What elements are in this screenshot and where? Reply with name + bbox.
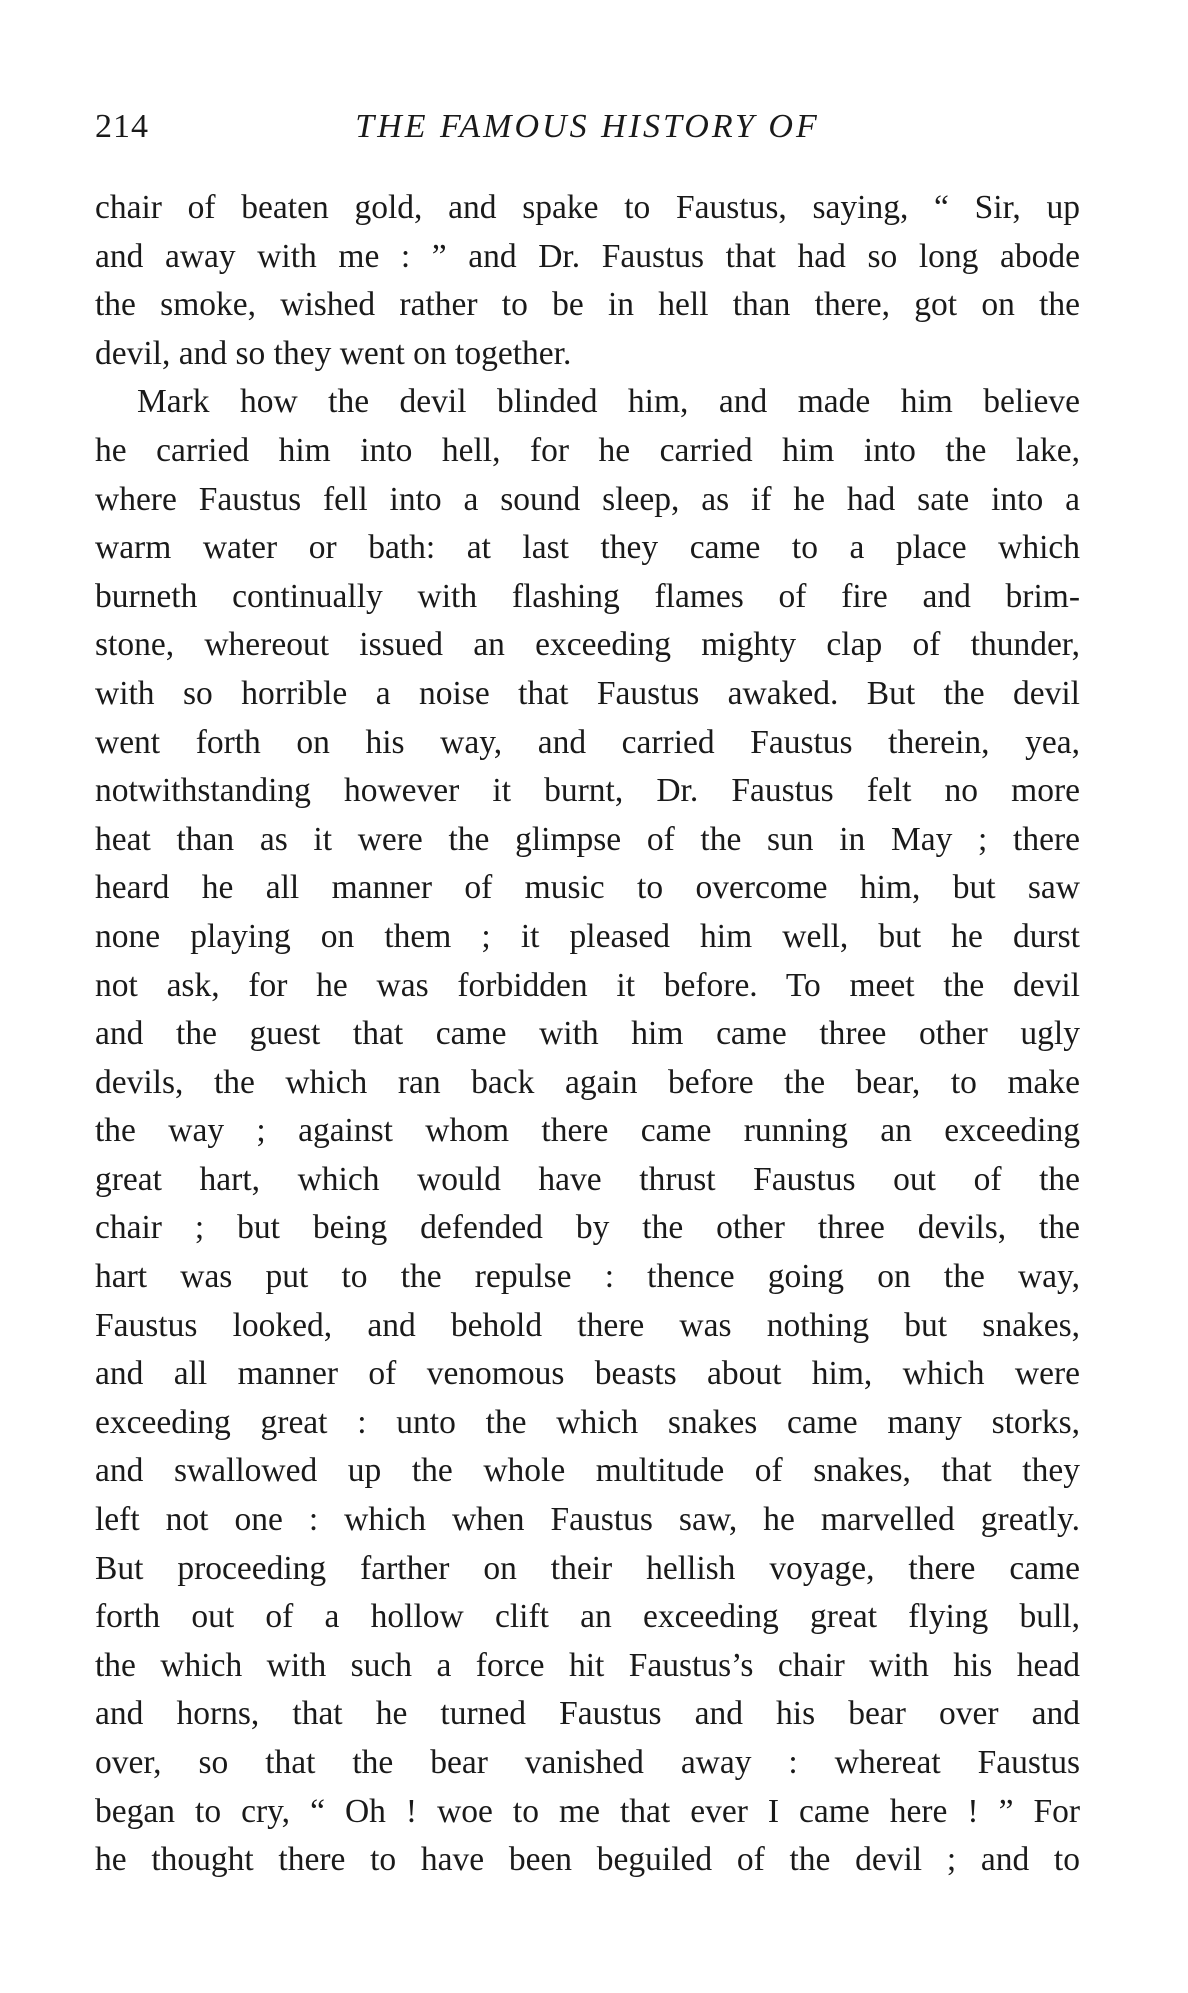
- running-head: [95, 108, 1080, 158]
- text-line: heard he all manner of music to overcome him, but saw: [95, 869, 1080, 907]
- text-line: devil, and so they went on together.: [95, 334, 572, 372]
- text-line: left not one : which when Faustus saw, he marvelled greatly.: [95, 1501, 1080, 1539]
- text-line: he carried him into hell, for he carried him into the lake,: [95, 431, 1080, 469]
- text-line: But proceeding farther on their hellish voyage, there came: [95, 1549, 1080, 1587]
- text-line: devils, the which ran back again before the bear, to make: [95, 1063, 1080, 1101]
- text-line: forth out of a hollow clift an exceeding great flying bull,: [95, 1598, 1080, 1636]
- text-line: and away with me : ” and Dr. Faustus that had so long abode: [95, 237, 1080, 275]
- text-line: the smoke, wished rather to be in hell than there, got on the: [95, 286, 1080, 324]
- body-text: [95, 184, 1080, 1885]
- text-line: the way ; against whom there came running an exceeding: [95, 1112, 1080, 1150]
- text-line: over, so that the bear vanished away : whereat Faustus: [95, 1744, 1080, 1781]
- text-line: chair ; but being defended by the other three devils, the: [95, 1209, 1080, 1247]
- text-line: stone, whereout issued an exceeding mighty clap of thunder,: [95, 626, 1080, 664]
- text-line: and swallowed up the whole multitude of snakes, that they: [95, 1452, 1080, 1490]
- text-line: not ask, for he was forbidden it before. To meet the devil: [95, 966, 1080, 1004]
- text-line: began to cry, “ Oh ! woe to me that ever I came here ! ” For: [95, 1792, 1080, 1830]
- text-line: warm water or bath: at last they came to a place which: [95, 529, 1080, 567]
- text-line: hart was put to the repulse : thence going on the way,: [95, 1258, 1080, 1296]
- text-line: notwithstanding however it burnt, Dr. Faustus felt no more: [95, 772, 1080, 810]
- text-line: with so horrible a noise that Faustus awaked. But the devil: [95, 674, 1080, 712]
- text-line: Faustus looked, and behold there was nothing but snakes,: [95, 1306, 1080, 1344]
- text-line: went forth on his way, and carried Faustus therein, yea,: [95, 723, 1080, 761]
- text-line: chair of beaten gold, and spake to Faustus, saying, “ Sir, up: [95, 189, 1080, 226]
- text-line: and horns, that he turned Faustus and his bear over and: [95, 1695, 1080, 1733]
- text-line: exceeding great : unto the which snakes came many storks,: [95, 1403, 1080, 1441]
- text-line: Mark how the devil blinded him, and made him believe: [137, 383, 1080, 421]
- text-line: he thought there to have been beguiled of the devil ; and to: [95, 1841, 1080, 1879]
- text-line: the which with such a force hit Faustus’s chair with his head: [95, 1646, 1080, 1684]
- text-line: heat than as it were the glimpse of the sun in May ; there: [95, 820, 1080, 858]
- text-line: none playing on them ; it pleased him well, but he durst: [95, 917, 1080, 955]
- text-line: where Faustus fell into a sound sleep, as if he had sate into a: [95, 480, 1080, 518]
- text-line: burneth continually with flashing flames of fire and brim-: [95, 577, 1080, 615]
- text-line: great hart, which would have thrust Faustus out of the: [95, 1160, 1080, 1198]
- text-line: and all manner of venomous beasts about him, which were: [95, 1355, 1080, 1393]
- text-line: and the guest that came with him came three other ugly: [95, 1015, 1080, 1053]
- running-title: THE FAMOUS HISTORY OF: [355, 108, 820, 145]
- page-number: 214: [95, 108, 149, 145]
